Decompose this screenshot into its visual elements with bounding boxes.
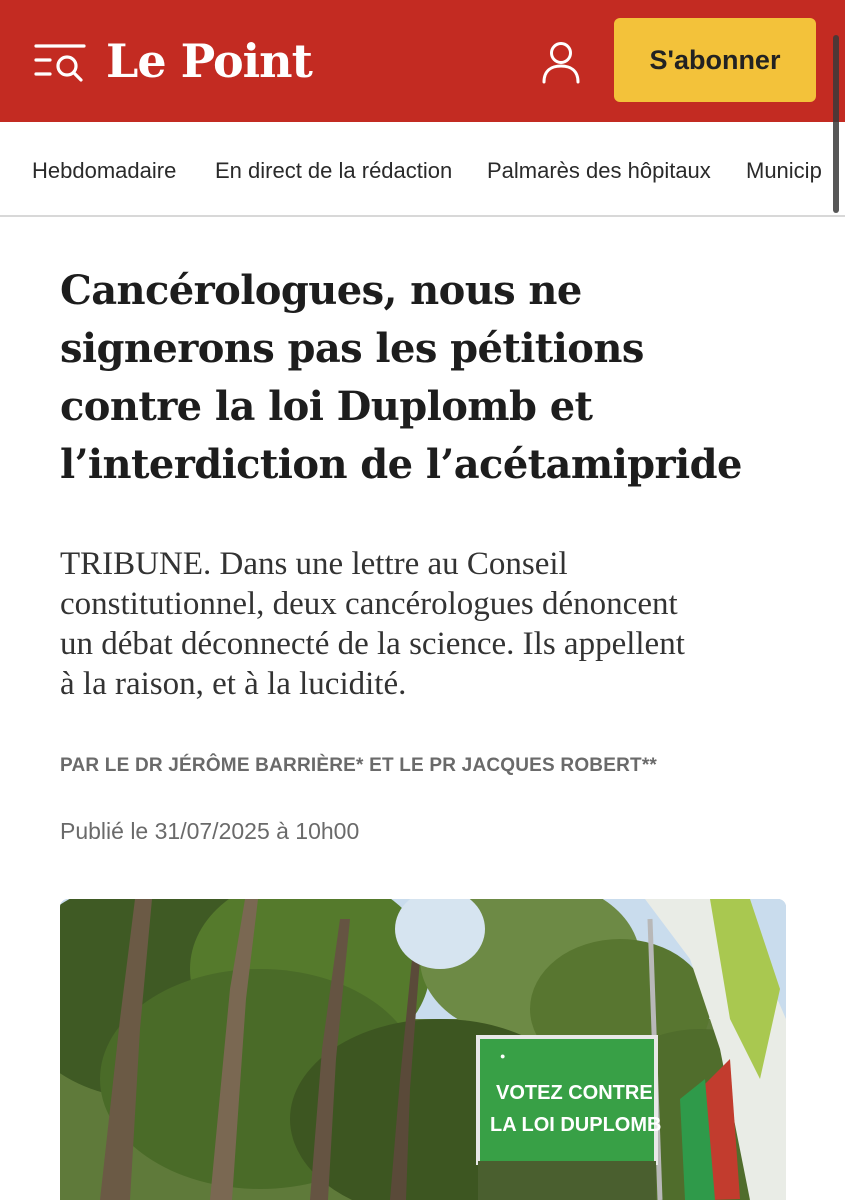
site-logo[interactable]: Le Point — [106, 34, 312, 88]
headline-line: contre la loi Duplomb et — [60, 383, 593, 430]
sign-text-line2: LA LOI DUPLOMB — [490, 1114, 662, 1136]
nav-item-en-direct[interactable]: En direct de la rédaction — [215, 158, 453, 183]
sign-logo-text: ● — [500, 1051, 506, 1061]
user-icon[interactable] — [540, 40, 582, 84]
protest-photo-illustration — [60, 899, 786, 1200]
site-header — [0, 0, 845, 122]
lede-line: constitutionnel, deux cancérologues dénoncent — [60, 586, 678, 622]
lede-line: à la raison, et à la lucidité. — [60, 666, 407, 702]
article-headline — [60, 262, 800, 494]
lede-line: un débat déconnecté de la science. Ils appellent — [60, 626, 685, 662]
section-nav — [0, 122, 845, 217]
article-photo[interactable] — [60, 899, 786, 1200]
publish-date: Publié le 31/07/2025 à 10h00 — [60, 818, 360, 844]
nav-item-municipales[interactable]: Municip — [746, 158, 822, 183]
nav-item-palmares-hopitaux[interactable]: Palmarès des hôpitaux — [487, 158, 711, 183]
article-lede — [60, 544, 800, 704]
headline-line: l’interdiction de l’acétamipride — [60, 441, 742, 488]
lede-line: TRIBUNE. Dans une lettre au Conseil — [60, 546, 568, 582]
headline-line: Cancérologues, nous ne — [60, 267, 582, 314]
menu-search-icon[interactable] — [34, 42, 86, 82]
sign-text-line1: VOTEZ CONTRE — [496, 1082, 653, 1104]
article-byline: PAR LE DR JÉRÔME BARRIÈRE* ET LE PR JACQUES ROBERT** — [60, 755, 658, 776]
subscribe-button[interactable]: S'abonner — [614, 18, 816, 102]
headline-line: signerons pas les pétitions — [60, 325, 644, 372]
nav-item-hebdomadaire[interactable]: Hebdomadaire — [32, 158, 177, 183]
